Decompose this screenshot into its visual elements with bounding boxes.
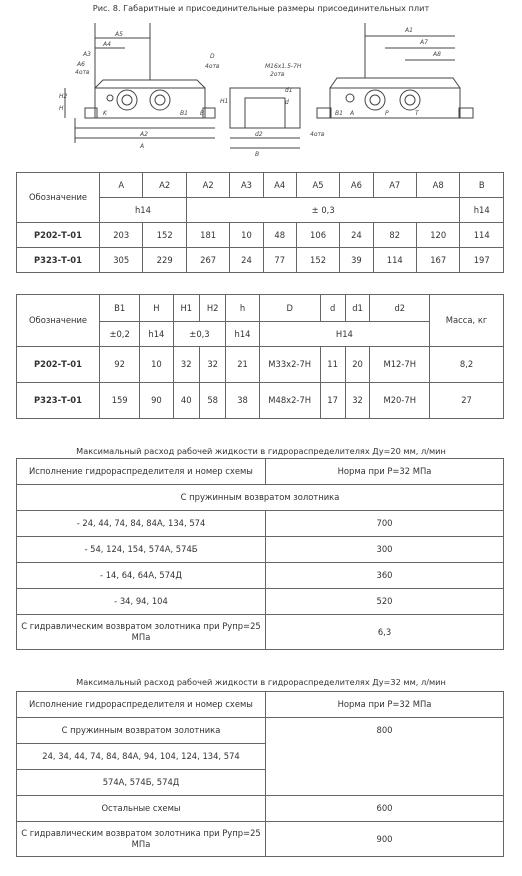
svg-text:K: K (103, 110, 107, 117)
table-cell: 10 (140, 347, 173, 383)
svg-text:B1: B1 (180, 110, 188, 117)
table-cell: Р202-Т-01 (17, 223, 100, 248)
table-header-cell: Норма при Р=32 МПа (266, 459, 504, 485)
svg-text:4отв: 4отв (310, 131, 325, 138)
table-cell: 167 (416, 248, 459, 273)
table-cell: 6,3 (266, 615, 504, 650)
table-cell: 20 (345, 347, 370, 383)
table-header-cell: B1 (100, 295, 140, 322)
table-cell: 32 (345, 383, 370, 419)
table-cell: 77 (263, 248, 296, 273)
table-header-cell: A7 (373, 173, 416, 198)
table-cell: 152 (143, 223, 186, 248)
table-cell: 38 (226, 383, 259, 419)
table-cell: М20-7Н (370, 383, 430, 419)
svg-text:M16x1.5-7H: M16x1.5-7H (265, 63, 302, 70)
svg-text:A8: A8 (433, 51, 441, 58)
table-cell: - 24, 44, 74, 84, 84А, 134, 574 (17, 511, 266, 537)
table-cell: С гидравлическим возвратом золотника при Рупр=25 МПа (17, 822, 266, 857)
table-header-cell: Исполнение гидрораспределителя и номер схемы (17, 459, 266, 485)
table-cell: 10 (230, 223, 263, 248)
svg-text:H2: H2 (59, 93, 68, 100)
svg-text:A3: A3 (83, 51, 91, 58)
table-cell: 152 (296, 248, 339, 273)
svg-text:A: A (140, 143, 145, 150)
tolerance-cell: h14 (460, 198, 504, 223)
table-cell: Р323-Т-01 (17, 248, 100, 273)
svg-text:T: T (415, 110, 419, 117)
table-header-cell: H (140, 295, 173, 322)
table-cell: 90 (140, 383, 173, 419)
table-cell: - 14, 64, 64А, 574Д (17, 563, 266, 589)
table-cell: 700 (266, 511, 504, 537)
svg-text:A5: A5 (115, 31, 123, 38)
svg-text:H1: H1 (220, 98, 229, 105)
table-cell: Р323-Т-01 (17, 383, 100, 419)
svg-text:A4: A4 (103, 41, 111, 48)
table-cell: 305 (100, 248, 143, 273)
table-cell: 17 (320, 383, 345, 419)
table-cell: 24 (230, 248, 263, 273)
svg-text:H: H (59, 105, 64, 112)
table-cell: 92 (100, 347, 140, 383)
table-header-cell: A8 (416, 173, 459, 198)
table-cell: 24 (340, 223, 373, 248)
table-cell: М12-7Н (370, 347, 430, 383)
tolerance-cell: ±0,2 (100, 322, 140, 347)
table-header-cell: B (460, 173, 504, 198)
table-cell: 800 (266, 718, 504, 796)
table-cell: 181 (186, 223, 229, 248)
flow-rate-table-32 (16, 691, 504, 857)
svg-text:d2: d2 (255, 131, 263, 138)
svg-text:B: B (255, 151, 260, 158)
table4-title: Максимальный расход рабочей жидкости в гидрораспределителях Ду=32 мм, л/мин (76, 677, 446, 687)
tolerance-cell: ±0,3 (173, 322, 226, 347)
table-header-cell: A5 (296, 173, 339, 198)
table-header-cell: h (226, 295, 259, 322)
table-header-cell: Обозначение (17, 295, 100, 347)
table-cell: 40 (173, 383, 199, 419)
table-cell: 114 (373, 248, 416, 273)
svg-text:A6: A6 (77, 61, 85, 68)
table-cell: 197 (460, 248, 504, 273)
table-cell: 82 (373, 223, 416, 248)
table-header-cell: d (320, 295, 345, 322)
table-cell: 32 (199, 347, 225, 383)
table-cell: Остальные схемы (17, 796, 266, 822)
table-header-cell: A3 (230, 173, 263, 198)
table-cell: 159 (100, 383, 140, 419)
figure-caption: Рис. 8. Габаритные и присоединительные размеры присоединительных плит (92, 3, 430, 13)
tolerance-cell: h14 (100, 198, 187, 223)
svg-text:A: A (350, 110, 355, 117)
table-cell: 8,2 (430, 347, 504, 383)
tolerance-cell: h14 (140, 322, 173, 347)
table-cell: 114 (460, 223, 504, 248)
section-cell: С пружинным возвратом золотника (17, 485, 504, 511)
table-cell: - 34, 94, 104 (17, 589, 266, 615)
table-cell: 900 (266, 822, 504, 857)
flow-rate-table-20 (16, 458, 504, 650)
table-cell: 600 (266, 796, 504, 822)
table-cell: 106 (296, 223, 339, 248)
table-header-cell: Норма при Р=32 МПа (266, 692, 504, 718)
table-header-cell: H2 (199, 295, 225, 322)
table-header-cell: A2 (143, 173, 186, 198)
table-header-cell: A4 (263, 173, 296, 198)
table-cell: - 54, 124, 154, 574А, 574Б (17, 537, 266, 563)
svg-text:4отв: 4отв (205, 63, 220, 70)
table-cell: 24, 34, 44, 74, 84, 84А, 94, 104, 124, 134, 574 (17, 744, 266, 770)
table-cell: 39 (340, 248, 373, 273)
table-cell: 360 (266, 563, 504, 589)
table-header-cell: A (100, 173, 143, 198)
table-cell: М33x2-7Н (259, 347, 320, 383)
svg-text:A2: A2 (140, 131, 148, 138)
tolerance-cell: h14 (226, 322, 259, 347)
table-header-cell: A2 (186, 173, 229, 198)
svg-text:2отв: 2отв (270, 71, 285, 78)
table-cell: 48 (263, 223, 296, 248)
table-cell: С гидравлическим возвратом золотника при Рупр=25 МПа (17, 615, 266, 650)
table-header-cell: Исполнение гидрораспределителя и номер схемы (17, 692, 266, 718)
table-header-cell: H1 (173, 295, 199, 322)
table-cell: 11 (320, 347, 345, 383)
table-header-cell: d1 (345, 295, 370, 322)
table-cell: 27 (430, 383, 504, 419)
svg-text:4отв: 4отв (75, 69, 90, 76)
table3-title: Максимальный расход рабочей жидкости в гидрораспределителях Ду=20 мм, л/мин (76, 446, 446, 456)
svg-text:P: P (385, 110, 389, 117)
tolerance-cell: ± 0,3 (186, 198, 460, 223)
table-header-cell: Обозначение (17, 173, 100, 223)
table-cell: 300 (266, 537, 504, 563)
dimensions-table-1 (16, 172, 504, 273)
svg-text:B1: B1 (335, 110, 343, 117)
table-cell: 574А, 574Б, 574Д (17, 770, 266, 796)
table-cell: М48x2-7Н (259, 383, 320, 419)
table-header-cell: A6 (340, 173, 373, 198)
table-cell: С пружинным возвратом золотника (17, 718, 266, 744)
table-cell: 267 (186, 248, 229, 273)
svg-text:A7: A7 (420, 39, 428, 46)
table-cell: 229 (143, 248, 186, 273)
table-cell: Р202-Т-01 (17, 347, 100, 383)
dimensions-table-2 (16, 294, 504, 419)
table-header-cell: D (259, 295, 320, 322)
svg-text:d: d (285, 99, 289, 106)
table-cell: 520 (266, 589, 504, 615)
table-cell: 203 (100, 223, 143, 248)
table-header-cell: d2 (370, 295, 430, 322)
table-cell: 58 (199, 383, 225, 419)
table-cell: 32 (173, 347, 199, 383)
table-header-cell: Масса, кг (430, 295, 504, 347)
tolerance-cell: H14 (259, 322, 429, 347)
table-cell: 120 (416, 223, 459, 248)
svg-text:d1: d1 (285, 87, 293, 94)
table-cell: 21 (226, 347, 259, 383)
svg-text:D: D (210, 53, 215, 60)
svg-text:A1: A1 (405, 27, 413, 34)
svg-text:B: B (200, 110, 205, 117)
technical-drawing (55, 18, 485, 158)
